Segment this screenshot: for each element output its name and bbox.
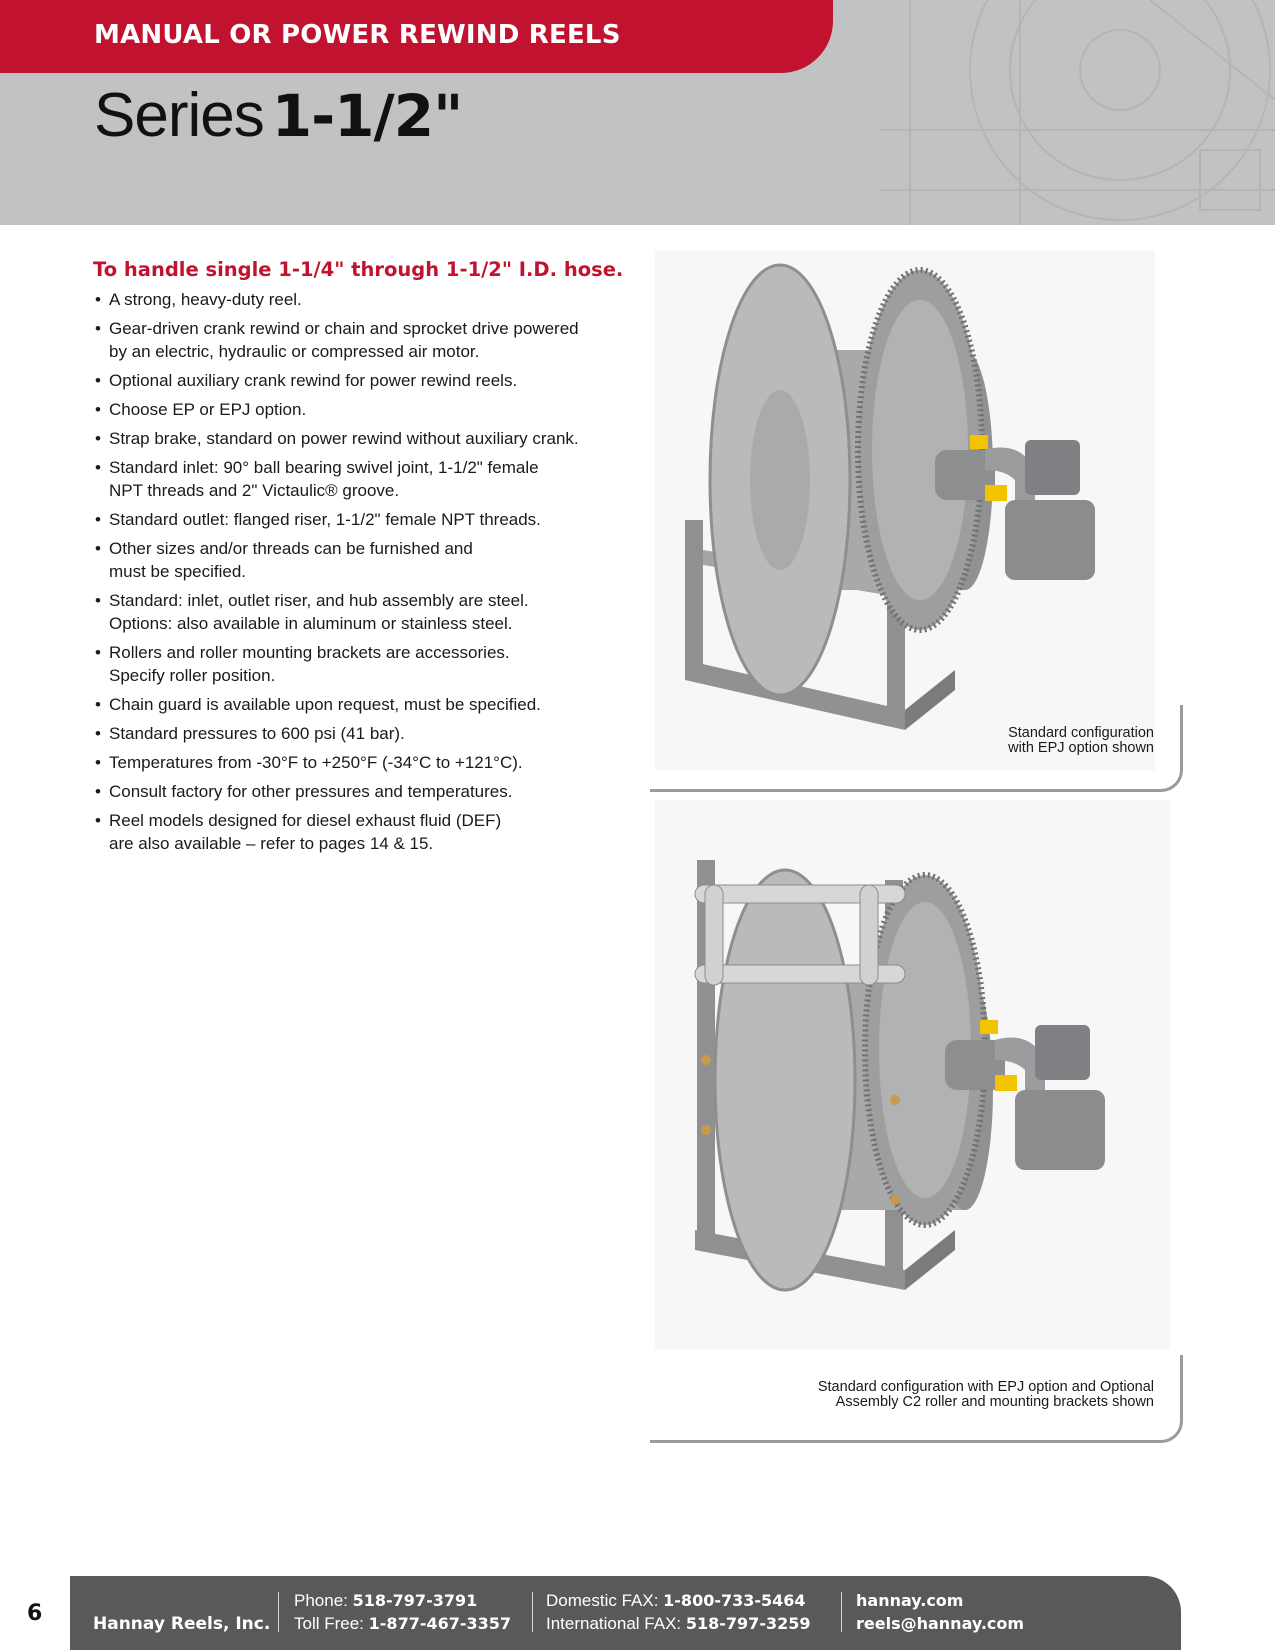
feature-item — [93, 641, 613, 687]
footer-phone-block — [294, 1589, 511, 1635]
feature-item — [93, 427, 613, 450]
footer-fax-block — [546, 1589, 810, 1635]
feature-item — [93, 369, 613, 392]
caption-line: Standard configuration with EPJ option and Optional — [817, 1379, 1154, 1395]
phone-number[interactable]: 518-797-3791 — [352, 1591, 478, 1610]
feature-item — [93, 751, 613, 774]
phone-label: Phone: — [294, 1591, 348, 1610]
photo-caption-2 — [734, 1380, 1154, 1410]
feature-line: Options: also available in aluminum or stainless steel. — [109, 614, 513, 633]
website-link[interactable]: hannay.com — [856, 1591, 964, 1610]
feature-item — [93, 317, 613, 363]
feature-item — [93, 589, 613, 635]
reel-blueprint-watermark — [820, 0, 1275, 225]
feature-line: • Consult factory for other pressures and temperatures. — [109, 782, 513, 801]
reel-photo-with-rollers — [655, 800, 1170, 1350]
feature-line: by an electric, hydraulic or compressed air motor. — [109, 342, 480, 361]
tollfree-label: Toll Free: — [294, 1614, 364, 1633]
feature-item — [93, 398, 613, 421]
feature-line: • Standard: inlet, outlet riser, and hub assembly are steel. — [109, 591, 529, 610]
series-word: Series — [94, 81, 264, 150]
content-heading: To handle single 1-1/4" through 1-1/2" I.D. hose. — [93, 258, 624, 281]
domestic-fax-number: 1-800-733-5464 — [663, 1591, 806, 1610]
feature-line: • Optional auxiliary crank rewind for power rewind reels. — [109, 371, 518, 390]
feature-item — [93, 809, 613, 855]
feature-line: • Strap brake, standard on power rewind without auxiliary crank. — [109, 429, 579, 448]
feature-item — [93, 693, 613, 716]
feature-line: • Chain guard is available upon request, must be specified. — [109, 695, 541, 714]
feature-item — [93, 780, 613, 803]
feature-line: • Choose EP or EPJ option. — [109, 400, 307, 419]
footer-divider — [532, 1592, 533, 1632]
series-size: 1-1/2" — [271, 82, 463, 150]
tollfree-number[interactable]: 1-877-467-3357 — [368, 1614, 512, 1633]
feature-item — [93, 722, 613, 745]
feature-line: • Gear-driven crank rewind or chain and sprocket drive powered — [109, 319, 579, 338]
feature-item — [93, 537, 613, 583]
page-title — [94, 80, 462, 151]
international-fax-label: International FAX: — [546, 1614, 682, 1633]
feature-line: Specify roller position. — [109, 666, 276, 685]
caption-line: with EPJ option shown — [1008, 740, 1154, 756]
feature-line: • Standard pressures to 600 psi (41 bar). — [109, 724, 405, 743]
feature-line: must be specified. — [109, 562, 247, 581]
feature-item — [93, 456, 613, 502]
feature-line: are also available – refer to pages 14 & 15. — [109, 834, 434, 853]
email-link[interactable]: reels@hannay.com — [856, 1614, 1025, 1633]
feature-item — [93, 508, 613, 531]
international-fax-number: 518-797-3259 — [685, 1614, 811, 1633]
feature-line: NPT threads and 2" Victaulic® groove. — [109, 481, 400, 500]
domestic-fax-label: Domestic FAX: — [546, 1591, 659, 1610]
feature-list — [93, 288, 613, 861]
company-name: Hannay Reels, Inc. — [93, 1614, 271, 1634]
footer-divider — [841, 1592, 842, 1632]
feature-line: • A strong, heavy-duty reel. — [109, 290, 302, 309]
caption-line: Standard configuration — [1008, 725, 1154, 741]
photo-caption-1 — [854, 726, 1154, 756]
feature-line: • Standard outlet: flanged riser, 1-1/2" female NPT threads. — [109, 510, 541, 529]
category-tab — [0, 0, 833, 73]
footer-divider — [278, 1592, 279, 1632]
feature-line: • Rollers and roller mounting brackets are accessories. — [109, 643, 510, 662]
category-title: MANUAL OR POWER REWIND REELS — [94, 20, 621, 50]
caption-line: Assembly C2 roller and mounting brackets shown — [835, 1394, 1154, 1410]
feature-line: • Other sizes and/or threads can be furnished and — [109, 539, 473, 558]
footer-web-block — [856, 1589, 1024, 1635]
page-number: 6 — [27, 1601, 43, 1626]
feature-item — [93, 288, 613, 311]
feature-line: • Reel models designed for diesel exhaust fluid (DEF) — [109, 811, 502, 830]
feature-line: • Temperatures from -30°F to +250°F (-34°C to +121°C). — [109, 753, 523, 772]
feature-line: • Standard inlet: 90° ball bearing swivel joint, 1-1/2" female — [109, 458, 539, 477]
reel-photo-standard — [655, 250, 1155, 770]
